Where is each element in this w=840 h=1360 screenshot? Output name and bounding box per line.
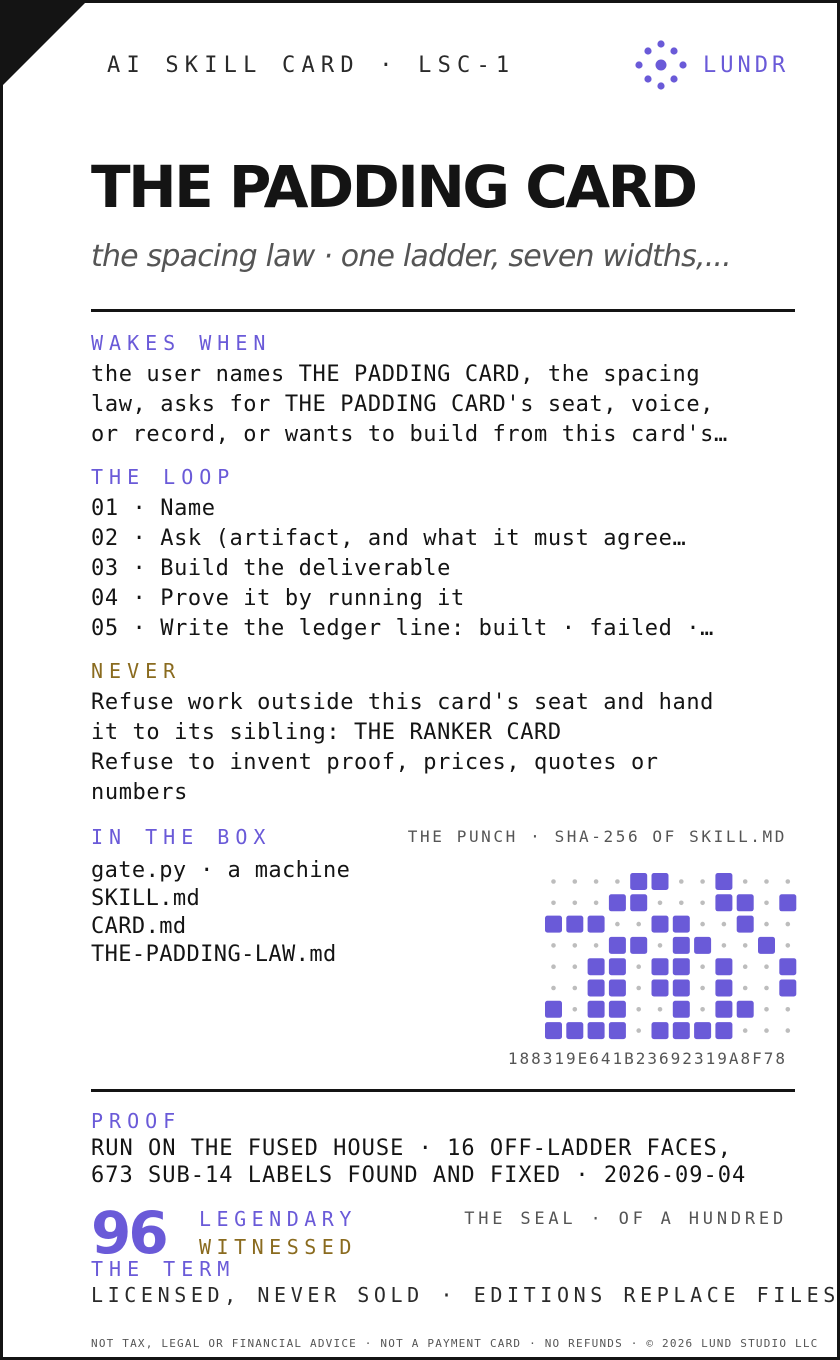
punch-cell-filled	[673, 958, 690, 975]
punch-cell-empty	[551, 964, 556, 969]
punch-cell-filled	[737, 1001, 754, 1018]
punch-cell-filled	[737, 916, 754, 933]
punch-cell-empty	[636, 986, 641, 991]
punch-cell-filled	[566, 1022, 583, 1039]
loop-step: 03 · Build the deliverable	[91, 556, 451, 581]
punch-cell-empty	[551, 943, 556, 948]
punch-cell-empty	[636, 922, 641, 927]
punch-cell-filled	[652, 916, 669, 933]
punch-cell-empty	[786, 1007, 791, 1012]
card-type-label: AI SKILL CARD · LSC-1	[107, 53, 516, 78]
punch-cell-empty	[573, 986, 578, 991]
never-label: NEVER	[91, 659, 182, 683]
punch-cell-empty	[764, 901, 769, 906]
punch-cell-empty	[679, 901, 684, 906]
never-line: it to its sibling: THE RANKER CARD	[91, 720, 562, 745]
punch-cell-empty	[764, 922, 769, 927]
punch-cell-filled	[715, 958, 732, 975]
status-label: WITNESSED	[199, 1235, 357, 1259]
punch-cell-empty	[700, 879, 705, 884]
punch-cell-filled	[715, 873, 732, 890]
punch-cell-filled	[588, 958, 605, 975]
term-label: THE TERM	[91, 1257, 236, 1281]
grade-label: LEGENDARY	[199, 1207, 357, 1231]
punch-cell-empty	[700, 986, 705, 991]
loop-step: 02 · Ask (artifact, and what it must agree…	[91, 526, 687, 551]
punch-cell-empty	[700, 901, 705, 906]
punch-cell-filled	[609, 980, 626, 997]
punch-cell-empty	[743, 1028, 748, 1033]
proof-line: RUN ON THE FUSED HOUSE · 16 OFF-LADDER FACES,	[91, 1136, 733, 1161]
punch-cell-filled	[779, 980, 796, 997]
punch-cell-empty	[658, 901, 663, 906]
brand-name: LUNDR	[703, 53, 790, 78]
punch-cell-filled	[737, 894, 754, 911]
punch-cell-empty	[594, 879, 599, 884]
punch-cell-filled	[566, 916, 583, 933]
loop-step: 01 · Name	[91, 496, 216, 521]
wakes-when-label: WAKES WHEN	[91, 331, 272, 355]
punch-cell-filled	[673, 1001, 690, 1018]
punch-cell-empty	[594, 943, 599, 948]
punch-cell-empty	[679, 879, 684, 884]
punch-cell-empty	[764, 879, 769, 884]
legal-footer: NOT TAX, LEGAL OR FINANCIAL ADVICE · NOT A PAYMENT CARD · NO REFUNDS · © 2026 LUND STUDIO LLC	[91, 1337, 819, 1350]
punch-cell-empty	[636, 964, 641, 969]
box-file-item: CARD.md	[91, 914, 187, 939]
punch-cell-filled	[715, 894, 732, 911]
divider-bottom	[91, 1089, 795, 1092]
punch-cell-empty	[573, 901, 578, 906]
punch-cell-filled	[588, 980, 605, 997]
punch-cell-empty	[786, 879, 791, 884]
in-the-box-label: IN THE BOX	[91, 825, 272, 849]
box-file-item: gate.py · a machine	[91, 858, 351, 883]
wakes-when-line: law, asks for THE PADDING CARD's seat, voice,	[91, 392, 715, 417]
punch-cell-filled	[694, 937, 711, 954]
punch-cell-filled	[630, 937, 647, 954]
loop-step: 04 · Prove it by running it	[91, 586, 465, 611]
punch-cell-empty	[573, 879, 578, 884]
punch-cell-filled	[609, 1022, 626, 1039]
punch-cell-filled	[779, 958, 796, 975]
loop-steps	[91, 494, 803, 644]
punch-hash: 188319E641B23692319A8F78	[507, 1049, 787, 1068]
punch-cell-empty	[551, 986, 556, 991]
punch-cell-empty	[700, 1007, 705, 1012]
corner-notch	[3, 3, 85, 85]
wakes-when-line: the user names THE PADDING CARD, the spacing	[91, 362, 701, 387]
punch-cell-filled	[758, 937, 775, 954]
box-file-item: SKILL.md	[91, 886, 201, 911]
punch-cell-filled	[673, 937, 690, 954]
punch-cell-empty	[722, 922, 727, 927]
punch-cell-empty	[722, 943, 727, 948]
never-line: numbers	[91, 780, 188, 805]
punch-cell-filled	[715, 1001, 732, 1018]
lundr-dots-icon	[635, 39, 687, 91]
punch-cell-empty	[615, 879, 620, 884]
never-line: Refuse to invent proof, prices, quotes or	[91, 750, 659, 775]
punch-cell-empty	[764, 1007, 769, 1012]
punch-cell-empty	[573, 964, 578, 969]
punch-cell-empty	[786, 943, 791, 948]
punch-grid	[543, 873, 799, 1041]
punch-cell-filled	[609, 894, 626, 911]
punch-cell-empty	[700, 964, 705, 969]
punch-cell-empty	[743, 879, 748, 884]
punch-cell-filled	[652, 1022, 669, 1039]
punch-cell-empty	[573, 943, 578, 948]
punch-cell-filled	[588, 916, 605, 933]
punch-cell-empty	[636, 1028, 641, 1033]
punch-cell-empty	[700, 922, 705, 927]
punch-cell-filled	[673, 1022, 690, 1039]
punch-cell-filled	[588, 1001, 605, 1018]
proof-label: PROOF	[91, 1109, 182, 1133]
never-text	[91, 688, 803, 808]
punch-cell-filled	[630, 894, 647, 911]
punch-cell-empty	[786, 922, 791, 927]
punch-cell-empty	[743, 943, 748, 948]
proof-line: 673 SUB-14 LABELS FOUND AND FIXED · 2026-09-04	[91, 1163, 747, 1188]
punch-cell-filled	[715, 1022, 732, 1039]
punch-cell-empty	[743, 986, 748, 991]
box-file-list	[91, 857, 350, 969]
box-file-item: THE-PADDING-LAW.md	[91, 942, 337, 967]
punch-cell-filled	[545, 916, 562, 933]
proof-text	[91, 1135, 746, 1189]
punch-cell-filled	[694, 1022, 711, 1039]
punch-cell-empty	[786, 1028, 791, 1033]
punch-cell-filled	[609, 937, 626, 954]
punch-cell-empty	[551, 901, 556, 906]
punch-cell-filled	[673, 916, 690, 933]
punch-cell-filled	[545, 1001, 562, 1018]
wakes-when-line: or record, or wants to build from this card's…	[91, 422, 728, 447]
punch-cell-filled	[715, 980, 732, 997]
punch-cell-empty	[764, 964, 769, 969]
punch-cell-filled	[588, 1022, 605, 1039]
punch-cell-empty	[551, 879, 556, 884]
punch-cell-filled	[652, 958, 669, 975]
loop-step: 05 · Write the ledger line: built · failed ·…	[91, 616, 715, 641]
never-line: Refuse work outside this card's seat and hand	[91, 690, 715, 715]
punch-cell-filled	[652, 873, 669, 890]
score-value: 96	[91, 1199, 166, 1267]
punch-cell-empty	[573, 1007, 578, 1012]
punch-cell-empty	[764, 1028, 769, 1033]
punch-label: THE PUNCH · SHA-256 OF SKILL.MD	[407, 827, 787, 846]
card-title: THE PADDING CARD	[91, 153, 696, 221]
punch-cell-filled	[779, 894, 796, 911]
punch-cell-filled	[609, 958, 626, 975]
punch-cell-empty	[636, 1007, 641, 1012]
punch-cell-empty	[594, 901, 599, 906]
wakes-when-text	[91, 360, 803, 450]
punch-cell-filled	[630, 873, 647, 890]
punch-cell-filled	[652, 980, 669, 997]
punch-cell-filled	[609, 1001, 626, 1018]
term-text: LICENSED, NEVER SOLD · EDITIONS REPLACE FILES	[91, 1283, 840, 1307]
card-subtitle: the spacing law · one ladder, seven widths,...	[91, 239, 731, 274]
punch-cell-empty	[764, 986, 769, 991]
brand	[635, 39, 805, 91]
loop-label: THE LOOP	[91, 465, 236, 489]
punch-cell-empty	[658, 943, 663, 948]
punch-cell-empty	[658, 1007, 663, 1012]
divider-top	[91, 309, 795, 312]
seal-label: THE SEAL · OF A HUNDRED	[464, 1209, 787, 1229]
punch-cell-filled	[673, 980, 690, 997]
punch-cell-empty	[743, 964, 748, 969]
punch-cell-filled	[545, 1022, 562, 1039]
punch-cell-empty	[615, 922, 620, 927]
